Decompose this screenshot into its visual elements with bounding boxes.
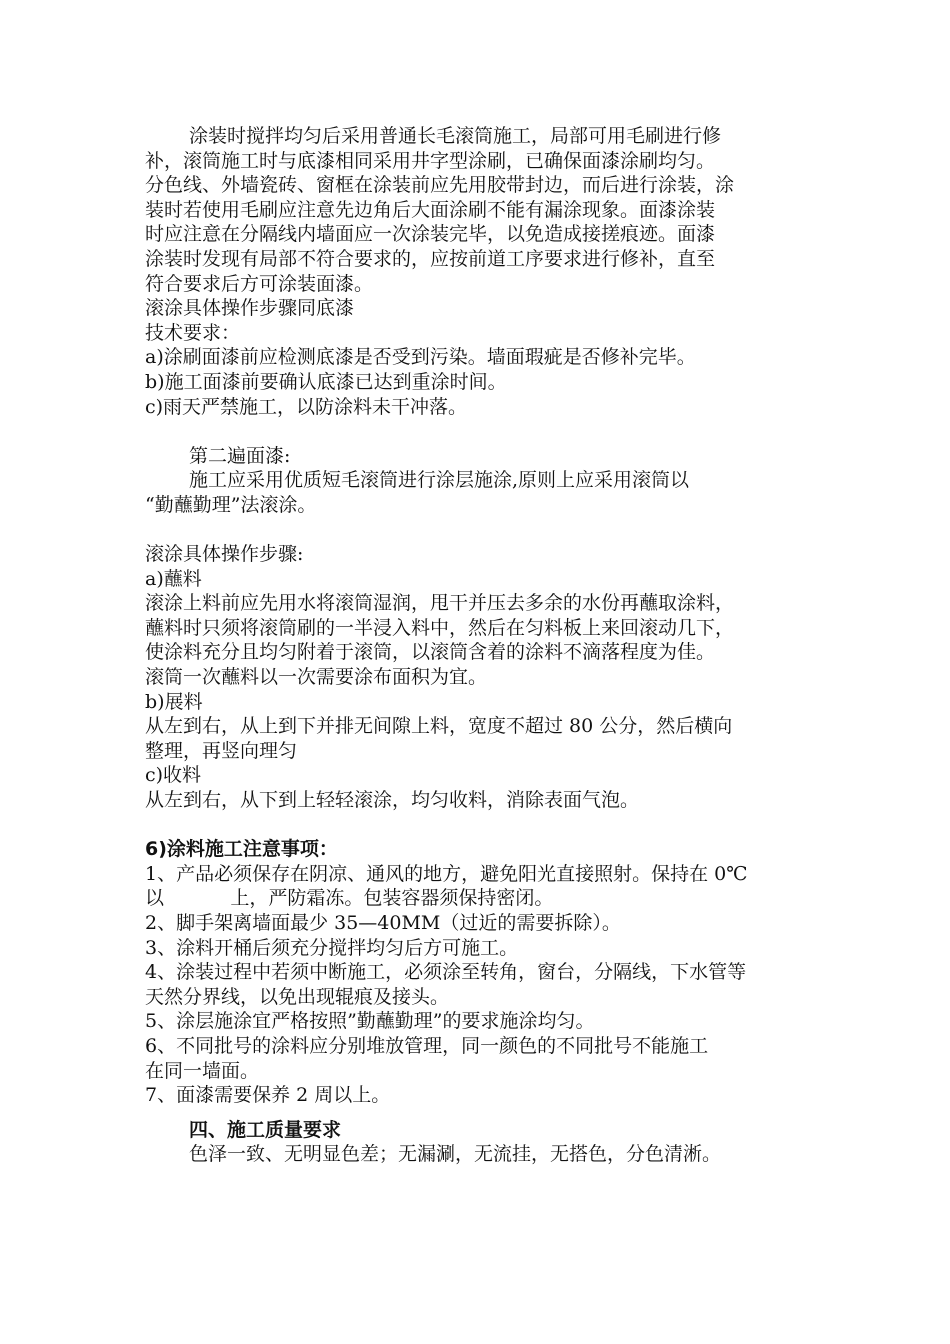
text-line: 涂装时发现有局部不符合要求的，应按前道工序要求进行修补，直至 [145, 247, 716, 270]
notes-section [145, 837, 815, 1108]
spacer [145, 419, 815, 444]
text-line: 施工应采用优质短毛滚筒进行涂层施涂,原则上应采用滚筒以 [189, 469, 690, 492]
text-line: 装时若使用毛刷应注意先边角后大面涂刷不能有漏涂现象。面漆涂装 [145, 198, 716, 221]
quality-title: 四、施工质量要求 [189, 1118, 342, 1141]
list-item: 3、涂料开桶后须充分搅拌均匀后方可施工。 [145, 936, 519, 959]
text-line: 整理，再竖向理匀 [145, 739, 298, 762]
list-item: 2、脚手架离墙面最少 35—40MM（过近的需要拆除）。 [145, 912, 621, 934]
text-line: 从左到右，从下到上轻轻滚涂，均匀收料，消除表面气泡。 [145, 789, 640, 812]
text-line: 蘸料时只须将滚筒刷的一半浸入料中，然后在匀料板上来回滚动几下， [145, 616, 735, 639]
text-line: “勤蘸勤理”法滚涂。 [145, 493, 317, 516]
list-item: 1、产品必须保存在阴凉、通风的地方，避免阳光直接照射。保持在 0℃ [145, 862, 748, 885]
list-item: a)涂刷面漆前应检测底漆是否受到污染。墙面瑕疵是否修补完毕。 [145, 346, 696, 369]
roll-steps-section [145, 542, 815, 813]
list-item: 在同一墙面。 [145, 1059, 260, 1082]
list-item: 天然分界线，以免出现辊痕及接头。 [145, 985, 450, 1008]
list-item: 6、不同批号的涂料应分别堆放管理，同一颜色的不同批号不能施工 [145, 1034, 709, 1057]
list-item: 7、面漆需要保养 2 周以上。 [145, 1084, 391, 1107]
text-line: 分色线、外墙瓷砖、窗框在涂装前应先用胶带封边，而后进行涂装，涂 [145, 174, 735, 197]
spacer [145, 813, 815, 838]
text-line: 涂装时搅拌均匀后采用普通长毛滚筒施工，局部可用毛刷进行修 [189, 125, 722, 147]
notes-title: 6)涂料施工注意事项： [145, 838, 338, 861]
text-line: 滚涂上料前应先用水将滚筒湿润，甩干并压去多余的水份再蘸取涂料， [145, 592, 735, 615]
list-item: 4、涂装过程中若须中断施工，必须涂至转角，窗台，分隔线，下水管等 [145, 961, 747, 984]
step-c-title: c)收料 [145, 764, 202, 787]
roll-steps-same-note: 滚涂具体操作步骤同底漆 [145, 297, 355, 320]
step-a-title: a)蘸料 [145, 567, 202, 590]
list-item: c)雨天严禁施工，以防涂料未干冲落。 [145, 395, 468, 418]
tech-requirements [145, 321, 815, 419]
text-line: 时应注意在分隔线内墙面应一次涂装完毕，以免造成接搓痕迹。面漆 [145, 223, 716, 246]
list-item: 5、涂层施涂宜严格按照”勤蘸勤理”的要求施涂均匀。 [145, 1010, 595, 1033]
second-coat-section [145, 444, 815, 518]
text-line: 使涂料充分且均匀附着于滚筒，以滚筒含着的涂料不滴落程度为佳。 [145, 641, 716, 664]
text-line: 滚筒一次蘸料以一次需要涂布面积为宜。 [145, 666, 488, 689]
roll-steps-title: 滚涂具体操作步骤: [145, 543, 304, 566]
text-line: 从左到右，从上到下并排无间隙上料，宽度不超过 80 公分，然后横向 [145, 715, 733, 738]
text-line: 色泽一致、无明显色差；无漏涮，无流挂，无搭色，分色清淅。 [189, 1143, 722, 1166]
document-page [145, 124, 815, 1167]
list-item: 以 上，严防霜冻。包装容器须保持密闭。 [145, 887, 554, 910]
list-item: b)施工面漆前要确认底漆已达到重涂时间。 [145, 370, 507, 393]
paragraph-topcoat [145, 124, 815, 296]
text-line: 补，滚筒施工时与底漆相同采用井字型涂刷，已确保面漆涂刷均匀。 [145, 149, 716, 172]
text-line: 符合要求后方可涂装面漆。 [145, 272, 374, 295]
tech-requirements-title: 技术要求： [145, 321, 241, 344]
second-coat-title: 第二遍面漆: [189, 444, 291, 467]
step-b-title: b)展料 [145, 690, 203, 713]
spacer [145, 518, 815, 543]
spacer [145, 1108, 815, 1118]
quality-section [145, 1118, 815, 1167]
